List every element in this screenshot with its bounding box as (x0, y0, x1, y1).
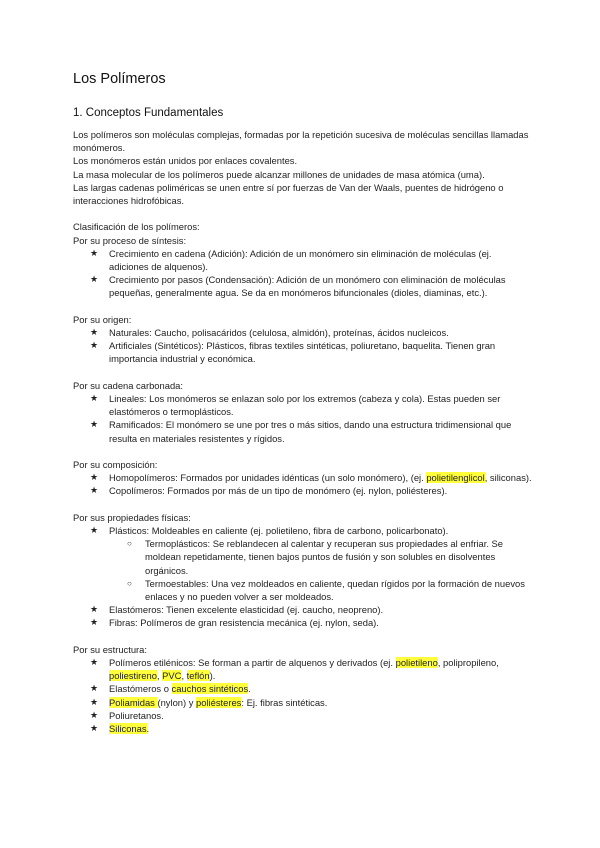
star-bullet-icon: ★ (90, 683, 99, 694)
list-item: ★ Crecimiento por pasos (Condensación): Adición de un monómero con eliminación de moléculas pequeñas, generalmente agua. Se da en monómeros bifuncionales (dioles, diaminas, etc.). (90, 274, 506, 299)
highlighted-term: polietilenglicol (426, 472, 485, 484)
list-item: ★ Artificiales (Sintéticos): Plásticos, fibras textiles sintéticas, poliuretano, baquelita. Tienen gran importancia industrial y económica. (90, 340, 496, 365)
bullet-list (73, 247, 533, 300)
paragraph: Los monómeros están unidos por enlaces covalentes. (73, 155, 298, 167)
list-item: ★ Siliconas. (90, 723, 150, 735)
list-item: ★ Homopolímeros: Formados por unidades idénticas (un solo monómero), (ej. polietilenglicol, siliconas). (90, 472, 532, 484)
star-bullet-icon: ★ (90, 472, 99, 483)
highlighted-term: poliésteres (196, 696, 242, 708)
list-item: ★ Poliuretanos. (90, 709, 164, 721)
star-bullet-icon: ★ (90, 723, 99, 734)
star-bullet-icon: ★ (90, 617, 99, 628)
paragraph: La masa molecular de los polímeros puede alcanzar millones de unidades de masa atómica (uma). (73, 168, 485, 180)
list-item: ★ Naturales: Caucho, polisacáridos (celulosa, almidón), proteínas, ácidos nucleicos. (90, 327, 449, 339)
highlighted-term: teflón (186, 670, 210, 682)
document-body (73, 128, 533, 735)
sub-bullet-list (109, 537, 533, 603)
star-bullet-icon: ★ (90, 657, 99, 668)
subsection-heading: Por su composición: (73, 459, 158, 471)
subsection-heading: Por sus propiedades físicas: (73, 511, 191, 523)
list-item: ★ Ramificados: El monómero se une por tres o más sitios, dando una estructura tridimensional que resulta en materiales resistentes y rígidos. (90, 419, 512, 444)
paragraph: Los polímeros son moléculas complejas, formadas por la repetición sucesiva de moléculas sencillas llamadas monómeros. (73, 129, 529, 154)
star-bullet-icon: ★ (90, 274, 99, 285)
bullet-list (73, 471, 533, 497)
bullet-list (73, 524, 533, 630)
paragraph: Las largas cadenas poliméricas se unen entre sí por fuerzas de Van der Waals, puentes de hidrógeno o interacciones hidrofóbicas. (73, 181, 504, 207)
list-item: ★ Elastómeros: Tienen excelente elasticidad (ej. caucho, neopreno). (90, 604, 384, 616)
list-item: ★ Lineales: Los monómeros se enlazan solo por los extremos (cabeza y cola). Estas pueden ser elastómeros o termoplásticos. (90, 393, 501, 418)
star-bullet-icon: ★ (90, 525, 99, 536)
list-item: ★ Copolímeros: Formados por más de un tipo de monómero (ej. nylon, poliésteres). (90, 485, 448, 497)
star-bullet-icon: ★ (90, 696, 99, 707)
highlighted-term: polietileno (395, 657, 438, 669)
subsection-heading: Por su proceso de síntesis: (73, 234, 187, 246)
page-title: Los Polímeros (73, 71, 166, 87)
classification-heading: Clasificación de los polímeros: (73, 221, 200, 233)
subsection-heading: Por su origen: (73, 313, 132, 325)
highlighted-term: poliestireno (109, 670, 157, 682)
bullet-list (73, 392, 533, 445)
list-item: ★ Plásticos: Moldeables en caliente (ej. polietileno, fibra de carbono, policarbonato). ○ Termoplásticos: Se reblandecen al calentar y recuperan sus propiedades al enfriar. Se moldean repetidamente, tienen bajos puntos de fusión y son solubles en disolventes orgánicos. ○ Termoestables: Una vez moldeados en caliente, quedan rígidos por la formación de nuevos enlaces y no pueden volver a ser moldeados. (87, 524, 533, 603)
bullet-list (73, 656, 533, 735)
highlighted-term: Poliamidas (109, 696, 158, 708)
star-bullet-icon: ★ (90, 393, 99, 404)
section-heading: 1. Conceptos Fundamentales (73, 107, 224, 119)
star-bullet-icon: ★ (90, 419, 99, 430)
list-item: ★ Fibras: Polímeros de gran resistencia mecánica (ej. nylon, seda). (90, 617, 379, 629)
star-bullet-icon: ★ (90, 485, 99, 496)
star-bullet-icon: ★ (90, 247, 99, 258)
list-item: ★ Polímeros etilénicos: Se forman a partir de alquenos y derivados (ej. polietileno, polipropileno, poliestireno, PVC, teflón). (90, 657, 499, 682)
circle-bullet-icon: ○ (127, 578, 132, 588)
list-item: ★ Poliamidas (nylon) y poliésteres: Ej. fibras sintéticas. (90, 696, 328, 708)
highlighted-term: cauchos sintéticos (171, 683, 249, 695)
bullet-list (73, 326, 533, 366)
subsection-heading: Por su estructura: (73, 643, 147, 655)
star-bullet-icon: ★ (90, 327, 99, 338)
subsection-heading: Por su cadena carbonada: (73, 379, 183, 391)
star-bullet-icon: ★ (90, 709, 99, 720)
circle-bullet-icon: ○ (127, 539, 132, 549)
star-bullet-icon: ★ (90, 604, 99, 615)
highlighted-term: Siliconas (109, 723, 147, 735)
highlighted-term: PVC (162, 670, 182, 682)
list-item: ★ Elastómeros o cauchos sintéticos. (90, 683, 251, 695)
star-bullet-icon: ★ (90, 340, 99, 351)
sub-list-item: ○ Termoestables: Una vez moldeados en caliente, quedan rígidos por la formación de nuevos enlaces y no pueden volver a ser moldeados. (127, 577, 525, 603)
sub-list-item: ○ Termoplásticos: Se reblandecen al calentar y recuperan sus propiedades al enfriar. Se moldean repetidamente, tienen bajos puntos de fusión y son solubles en disolventes orgánicos. (127, 538, 504, 576)
list-item: ★ Crecimiento en cadena (Adición): Adición de un monómero sin eliminación de moléculas (ej. adiciones de alquenos). (90, 247, 492, 273)
